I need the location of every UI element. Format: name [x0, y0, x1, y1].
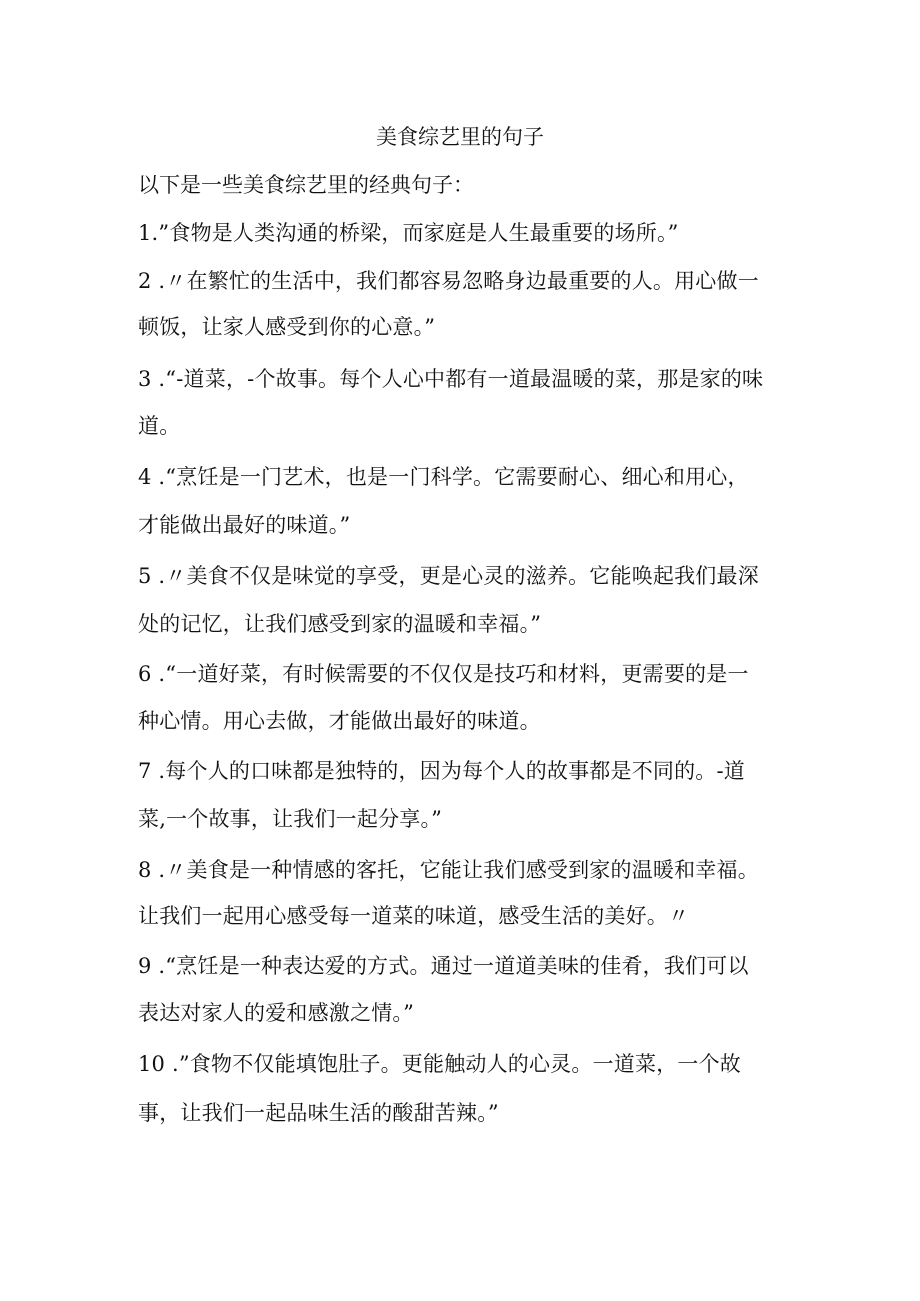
quote-line: 2 .〃在繁忙的生活中，我们都容易忽略身边最重要的人。用心做一	[138, 269, 759, 293]
quote-line: 7 .每个人的口味都是独特的，因为每个人的故事都是不同的。-道	[138, 759, 746, 783]
quote-line: 种心情。用心去做，才能做出最好的味道。	[138, 709, 541, 733]
quote-line: 道。	[138, 414, 181, 438]
intro-text: 以下是一些美食综艺里的经典句子：	[138, 173, 474, 197]
quote-line: 顿饭，让家人感受到你的心意。”	[138, 315, 436, 339]
quote-line: 3 .“-道菜，-个故事。每个人心中都有一道最温暖的菜，那是家的味	[138, 367, 764, 391]
quote-line: 10 .”食物不仅能填饱肚子。更能触动人的心灵。一道菜，一个故	[138, 1052, 742, 1076]
quote-line: 9 .“烹饪是一种表达爱的方式。通过一道道美味的佳肴，我们可以	[138, 954, 749, 978]
quote-line: 6 .“一道好菜，有时候需要的不仅仅是技巧和材料，更需要的是一	[138, 662, 749, 686]
document-title: 美食综艺里的句子	[376, 125, 544, 149]
quote-line: 事，让我们一起品味生活的酸甜苦辣。”	[138, 1101, 499, 1125]
quote-line: 处的记忆，让我们感受到家的温暖和幸福。”	[138, 612, 542, 636]
quote-line: 1.”食物是人类沟通的桥梁，而家庭是人生最重要的场所。”	[138, 221, 679, 245]
quote-line: 4 .“烹饪是一门艺术，也是一门科学。它需要耐心、细心和用心，	[138, 465, 749, 489]
quote-line: 菜,一个故事，让我们一起分享。”	[138, 807, 443, 831]
quote-line: 8 .〃美食是一种情感的客托，它能让我们感受到家的温暖和幸福。	[138, 858, 759, 882]
quote-line: 才能做出最好的味道。”	[138, 513, 351, 537]
quote-line: 5 .〃美食不仅是味觉的享受，更是心灵的滋养。它能唤起我们最深	[138, 564, 759, 588]
quote-line: 让我们一起用心感受每一道菜的味道，感受生活的美好。〃	[138, 904, 690, 928]
quote-line: 表达对家人的爱和感激之情。”	[138, 1001, 415, 1025]
